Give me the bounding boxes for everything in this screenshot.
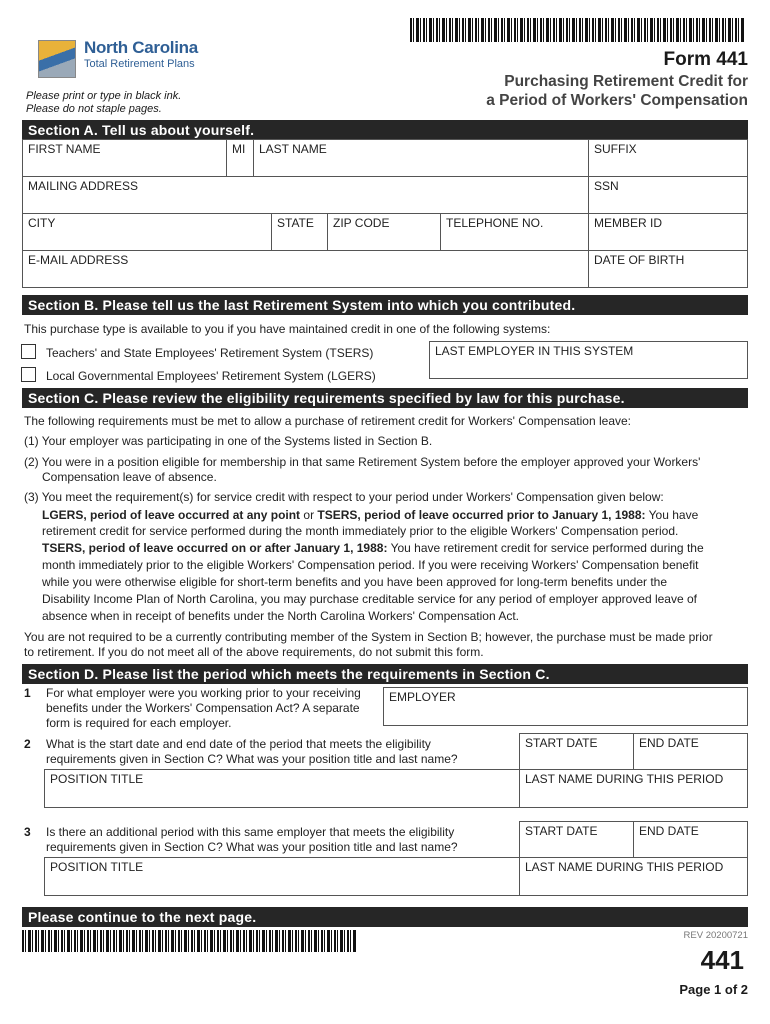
- tsers-rule-line1: [42, 540, 704, 556]
- question-2-text: [46, 737, 458, 767]
- last-employer-field[interactable]: LAST EMPLOYER IN THIS SYSTEM: [429, 341, 748, 379]
- question-1-number: 1: [24, 686, 31, 700]
- lgers-rule-bold2: TSERS, period of leave occurred prior to January 1, 1988:: [317, 508, 646, 522]
- requirement-3: (3) You meet the requirement(s) for service credit with respect to your period under Workers' Compensation given below:: [24, 490, 664, 504]
- question-1-line2: benefits under the Workers' Compensation Act? A separate: [46, 701, 360, 715]
- tsers-rule-line3: while you were otherwise eligible for short-term benefits and you have been approved for long-term benefits under the: [42, 575, 668, 589]
- tsers-rule-line5: absence when in receipt of benefits under the North Carolina Workers' Compensation Act.: [42, 609, 519, 623]
- lgers-rule-text: You have: [645, 508, 699, 522]
- bottom-barcode: [22, 930, 356, 952]
- question-2-line2: requirements given in Section C? What was your position title and last name?: [46, 752, 458, 766]
- suffix-field[interactable]: SUFFIX: [588, 139, 748, 177]
- q2-end-date-field[interactable]: END DATE: [633, 733, 748, 770]
- last-name-field[interactable]: LAST NAME: [253, 139, 589, 177]
- question-1-text: [46, 686, 361, 731]
- question-1-line3: form is required for each employer.: [46, 716, 232, 730]
- section-c-note-line1: You are not required to be a currently contributing member of the System in Section B; however, the purchase must be made prior: [24, 630, 713, 644]
- q2-last-name-field[interactable]: LAST NAME DURING THIS PERIOD: [519, 769, 748, 808]
- question-3-line2: requirements given in Section C? What was your position title and last name?: [46, 840, 458, 854]
- lgers-rule-bold1: LGERS, period of leave occurred at any point: [42, 508, 301, 522]
- state-field[interactable]: STATE: [271, 213, 328, 251]
- requirement-1: (1) Your employer was participating in one of the Systems listed in Section B.: [24, 434, 433, 448]
- zip-code-field[interactable]: ZIP CODE: [327, 213, 441, 251]
- question-2-line1: What is the start date and end date of the period that meets the eligibility: [46, 737, 431, 751]
- tsers-rule-text: You have retirement credit for service performed during the: [387, 541, 704, 555]
- question-3-text: [46, 825, 458, 855]
- form-title-line1: Purchasing Retirement Credit for: [504, 73, 748, 90]
- form-title-line2: a Period of Workers' Compensation: [486, 92, 748, 109]
- requirement-2-line1: (2) You were in a position eligible for membership in that same Retirement System before the employer approved your Workers': [24, 455, 701, 469]
- q3-last-name-field[interactable]: LAST NAME DURING THIS PERIOD: [519, 857, 748, 896]
- lgers-rule-or: or: [300, 508, 318, 522]
- lgers-checkbox[interactable]: [21, 367, 36, 382]
- section-c-note-line2: to retirement. If you do not meet all of the above requirements, do not submit this form.: [24, 645, 484, 659]
- instruction-ink: Please print or type in black ink.: [26, 90, 182, 102]
- question-3-line1: Is there an additional period with this same employer that meets the eligibility: [46, 825, 455, 839]
- tsers-rule-line4: Disability Income Plan of North Carolina, you may purchase creditable service for any period of employer approved leave of: [42, 592, 697, 606]
- page-number: Page 1 of 2: [679, 982, 748, 997]
- top-barcode: [410, 18, 744, 42]
- instruction-staple: Please do not staple pages.: [26, 103, 162, 115]
- email-field[interactable]: E-MAIL ADDRESS: [22, 250, 589, 288]
- continue-banner: Please continue to the next page.: [22, 907, 748, 927]
- tsers-label: Teachers' and State Employees' Retirement System (TSERS): [46, 346, 374, 360]
- q3-position-title-field[interactable]: POSITION TITLE: [44, 857, 520, 896]
- q2-position-title-field[interactable]: POSITION TITLE: [44, 769, 520, 808]
- form-title: [486, 72, 748, 110]
- mailing-address-field[interactable]: MAILING ADDRESS: [22, 176, 589, 214]
- tsers-checkbox[interactable]: [21, 344, 36, 359]
- footer-form-number: 441: [700, 945, 744, 975]
- section-c-heading: Section C. Please review the eligibility requirements specified by law for this purchase.: [22, 388, 748, 408]
- form-number: Form 441: [663, 49, 748, 70]
- section-b-heading: Section B. Please tell us the last Retirement System into which you contributed.: [22, 295, 748, 315]
- logo-subtitle: Total Retirement Plans: [84, 58, 195, 70]
- mi-field[interactable]: MI: [226, 139, 254, 177]
- tsers-rule-bold: TSERS, period of leave occurred on or after January 1, 1988:: [42, 541, 388, 555]
- member-id-field[interactable]: MEMBER ID: [588, 213, 748, 251]
- q3-end-date-field[interactable]: END DATE: [633, 821, 748, 858]
- revision-label: REV 20200721: [683, 930, 748, 941]
- q3-start-date-field[interactable]: START DATE: [519, 821, 634, 858]
- section-a-heading: Section A. Tell us about yourself.: [22, 120, 748, 140]
- question-2-number: 2: [24, 737, 31, 751]
- question-1-line1: For what employer were you working prior to your receiving: [46, 686, 361, 700]
- first-name-field[interactable]: FIRST NAME: [22, 139, 227, 177]
- instructions: [26, 90, 181, 116]
- city-field[interactable]: CITY: [22, 213, 272, 251]
- q2-start-date-field[interactable]: START DATE: [519, 733, 634, 770]
- ssn-field[interactable]: SSN: [588, 176, 748, 214]
- section-d-heading: Section D. Please list the period which meets the requirements in Section C.: [22, 664, 748, 684]
- section-c-intro: The following requirements must be met to allow a purchase of retirement credit for Workers' Compensation leave:: [24, 414, 632, 428]
- lgers-rule-line1: [42, 507, 698, 523]
- section-b-intro: This purchase type is available to you if you have maintained credit in one of the following systems:: [24, 322, 551, 336]
- telephone-field[interactable]: TELEPHONE NO.: [440, 213, 589, 251]
- tsers-rule-line2: month immediately prior to the eligible Workers' Compensation period. If you were receiving Workers' Compensation benefit: [42, 558, 699, 572]
- logo-title: North Carolina: [84, 38, 198, 57]
- employer-field[interactable]: EMPLOYER: [383, 687, 748, 726]
- lgers-label: Local Governmental Employees' Retirement System (LGERS): [46, 369, 376, 383]
- nc-logo-icon: [38, 40, 76, 78]
- date-of-birth-field[interactable]: DATE OF BIRTH: [588, 250, 748, 288]
- requirement-2-line2: Compensation leave of absence.: [42, 470, 217, 484]
- lgers-rule-line2: retirement credit for service performed during the month immediately prior to the eligible Workers' Compensation period.: [42, 524, 679, 538]
- question-3-number: 3: [24, 825, 31, 839]
